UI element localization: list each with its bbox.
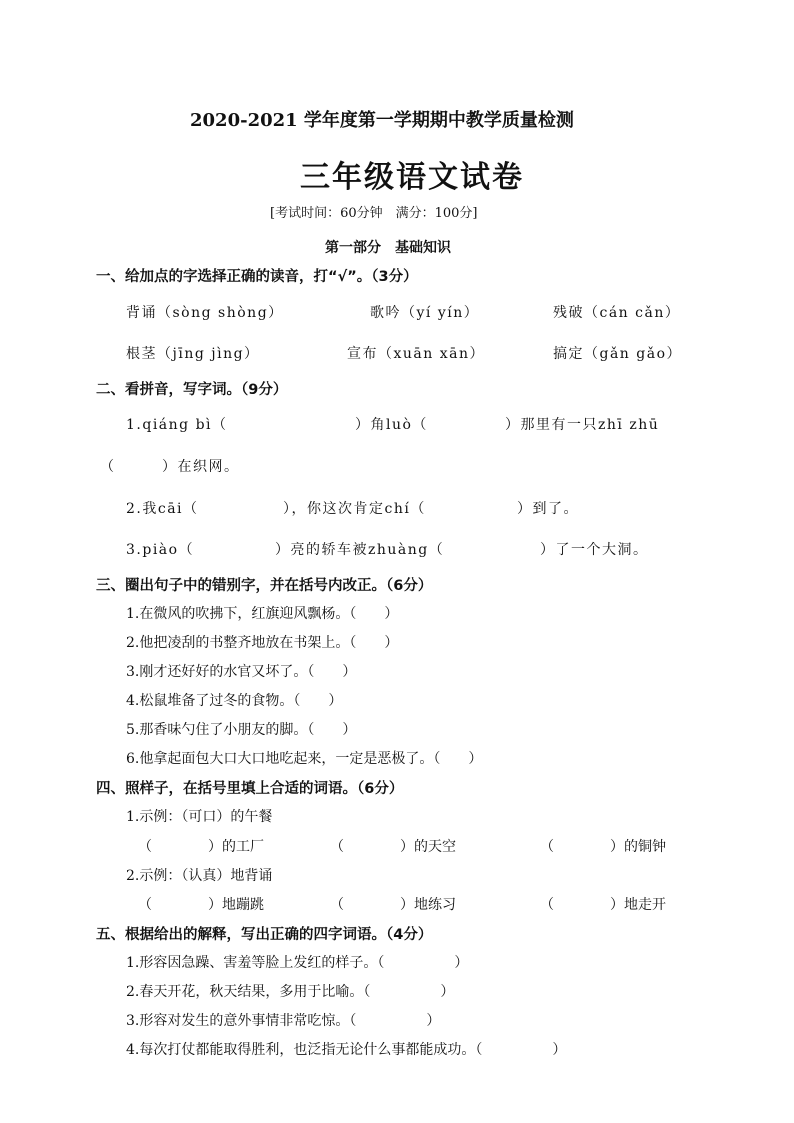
pinyin-fill-line: ），你这次肯定chí（ xyxy=(283,501,426,517)
correction-item: 5.那香味勺住了小朋友的脚。（ ） xyxy=(126,722,357,738)
pinyin-fill-line: 1.qiáng bì（ xyxy=(126,417,228,433)
example-line: 1.示例：（可口）的午餐 xyxy=(126,809,273,825)
pinyin-fill-line: ）角luò（ xyxy=(355,417,428,433)
correction-item: 3.刚才还好好的水官又坏了。（ ） xyxy=(126,664,357,680)
pinyin-fill-line: 2.我cāi（ xyxy=(126,501,199,517)
idiom-item: 4.每次打仗都能取得胜利，也泛指无论什么事都能成功。（ ） xyxy=(126,1042,567,1058)
fill-blank: （ ）地练习 xyxy=(330,897,456,913)
pinyin-choice: 宣布（xuān xān） xyxy=(347,346,485,362)
pinyin-choice: 背诵（sòng shòng） xyxy=(126,305,284,321)
idiom-item: 3.形容对发生的意外事情非常吃惊。（ ） xyxy=(126,1013,441,1029)
section-2-heading: 二、看拼音，写字词。（9分） xyxy=(96,382,288,398)
pinyin-fill-line: （ xyxy=(100,459,116,475)
fill-blank: （ ）地蹦跳 xyxy=(138,897,264,913)
correction-item: 4.松鼠堆备了过冬的食物。（ ） xyxy=(126,693,343,709)
exam-title: 三年级语文试卷 xyxy=(300,160,524,195)
pinyin-fill-line: ）了一个大洞。 xyxy=(540,542,649,558)
exam-info: [考试时间：60分钟 满分：100分] xyxy=(270,206,478,221)
correction-item: 1.在微风的吹拂下，红旗迎风飘杨。（ ） xyxy=(126,606,399,622)
pinyin-choice: 搞定（gǎn gǎo） xyxy=(553,346,683,362)
pinyin-fill-line: ）那里有一只zhī zhū xyxy=(505,417,660,433)
pinyin-choice: 歌吟（yí yín） xyxy=(370,305,480,321)
idiom-item: 1.形容因急躁、害羞等脸上发红的样子。（ ） xyxy=(126,955,469,971)
fill-blank: （ ）地走开 xyxy=(540,897,666,913)
pinyin-fill-line: 3.piào（ xyxy=(126,542,195,558)
correction-item: 6.他拿起面包大口大口地吃起来，一定是恶极了。（ ） xyxy=(126,751,483,767)
section-3-heading: 三、圈出句子中的错别字，并在括号内改正。（6分） xyxy=(96,578,433,594)
fill-blank: （ ）的天空 xyxy=(330,839,456,855)
pinyin-fill-line: ）亮的轿车被zhuàng（ xyxy=(275,542,445,558)
section-1-heading: 一、给加点的字选择正确的读音，打“√”。（3分） xyxy=(96,269,418,285)
idiom-item: 2.春天开花，秋天结果，多用于比喻。（ ） xyxy=(126,984,455,1000)
example-line: 2.示例：（认真）地背诵 xyxy=(126,868,273,884)
exam-subtitle: 2020-2021 学年度第一学期期中教学质量检测 xyxy=(190,110,574,131)
pinyin-choice: 根茎（jīng jìng） xyxy=(126,346,260,362)
pinyin-fill-line: ）在织网。 xyxy=(162,459,240,475)
pinyin-choice: 残破（cán cǎn） xyxy=(553,305,681,321)
section-4-heading: 四、照样子，在括号里填上合适的词语。（6分） xyxy=(96,781,404,797)
pinyin-fill-line: ）到了。 xyxy=(517,501,579,517)
fill-blank: （ ）的铜钟 xyxy=(540,839,666,855)
part-title: 第一部分 基础知识 xyxy=(325,240,451,256)
correction-item: 2.他把凌刮的书整齐地放在书架上。（ ） xyxy=(126,635,399,651)
fill-blank: （ ）的工厂 xyxy=(138,839,264,855)
section-5-heading: 五、根据给出的解释，写出正确的四字词语。（4分） xyxy=(96,927,433,943)
